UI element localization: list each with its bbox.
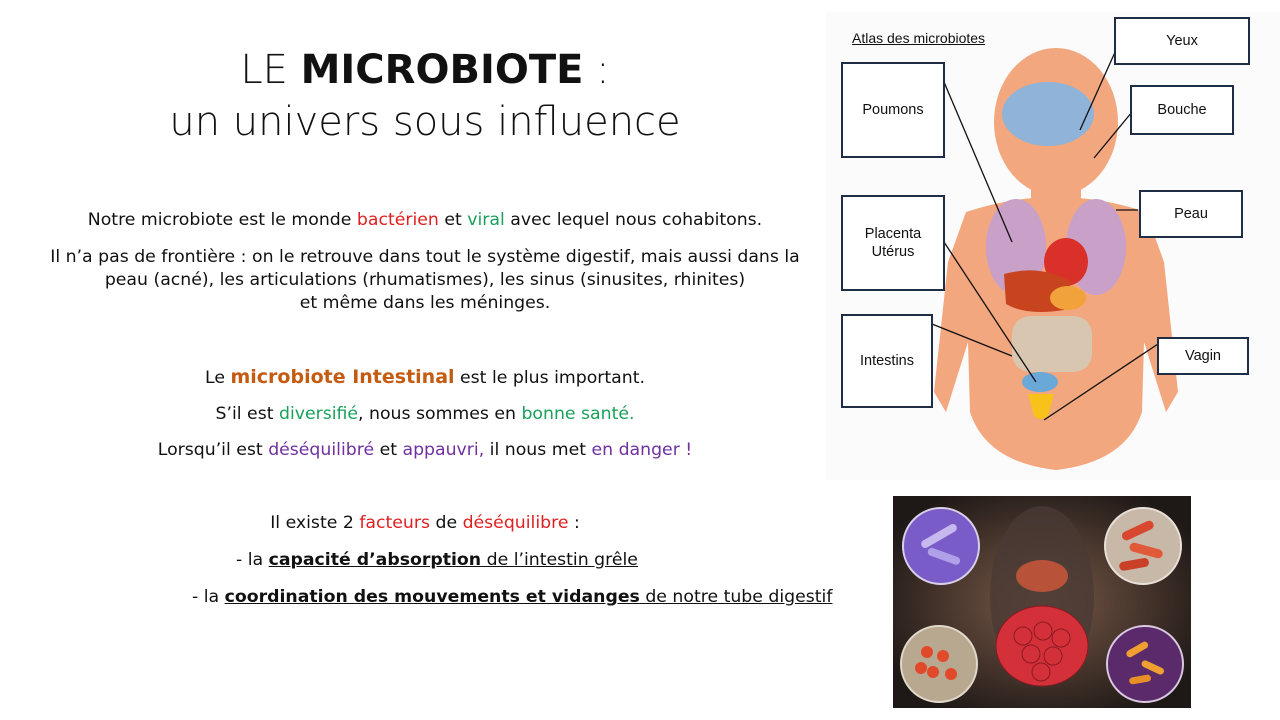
label-peau: Peau <box>1139 190 1243 238</box>
word-bacterien: bactérien <box>356 210 439 230</box>
bacteria-circle-bottom-right <box>1107 626 1183 702</box>
brain-icon <box>1002 82 1094 146</box>
label-vagin: Vagin <box>1157 337 1249 375</box>
intestinal-line-3: Lorsqu’il est déséquilibré et appauvri, il nous met en danger ! <box>157 440 693 460</box>
intro-paragraph-1: Notre microbiote est le monde bactérien et viral avec lequel nous cohabitons. <box>87 210 763 230</box>
label-placenta-uterus: Placenta Utérus <box>841 195 945 291</box>
bacteria-circle-top-right <box>1105 508 1181 584</box>
bladder-icon <box>1022 372 1058 392</box>
label-intestins: Intestins <box>841 314 933 408</box>
intro-paragraph-2: Il n’a pas de frontière : on le retrouve dans tout le système digestif, mais aussi dans la peau (acné), les articulations (rhumatismes), les sinus (sinusites, rhinites) et même dans les méninges. <box>50 247 800 313</box>
stomach-icon <box>1050 286 1086 310</box>
intestines-render <box>996 606 1088 686</box>
bacteria-circle-bottom-left <box>901 626 977 702</box>
bacteria-circle-top-left <box>903 508 979 584</box>
label-bouche: Bouche <box>1130 85 1234 135</box>
title-keyword: MICROBIOTE <box>300 47 584 93</box>
label-yeux: Yeux <box>1114 17 1250 65</box>
label-poumons: Poumons <box>841 62 945 158</box>
title-line-2: un univers sous influence <box>169 99 681 145</box>
intestinal-line-2: S’il est diversifié, nous sommes en bonne santé. <box>215 404 635 424</box>
slide-title <box>80 44 770 148</box>
microbiome-illustration-art <box>893 496 1191 708</box>
microbiome-illustration <box>893 496 1191 708</box>
microbiote-intestinal-highlight: microbiote Intestinal <box>230 366 455 388</box>
title-line-1: LE MICROBIOTE : <box>240 47 610 93</box>
intestinal-line-1: Le microbiote Intestinal est le plus important. <box>205 366 645 388</box>
factors-intro: Il existe 2 facteurs de déséquilibre : <box>270 513 580 533</box>
word-viral: viral <box>467 210 505 230</box>
atlas-title: Atlas des microbiotes <box>852 30 986 46</box>
